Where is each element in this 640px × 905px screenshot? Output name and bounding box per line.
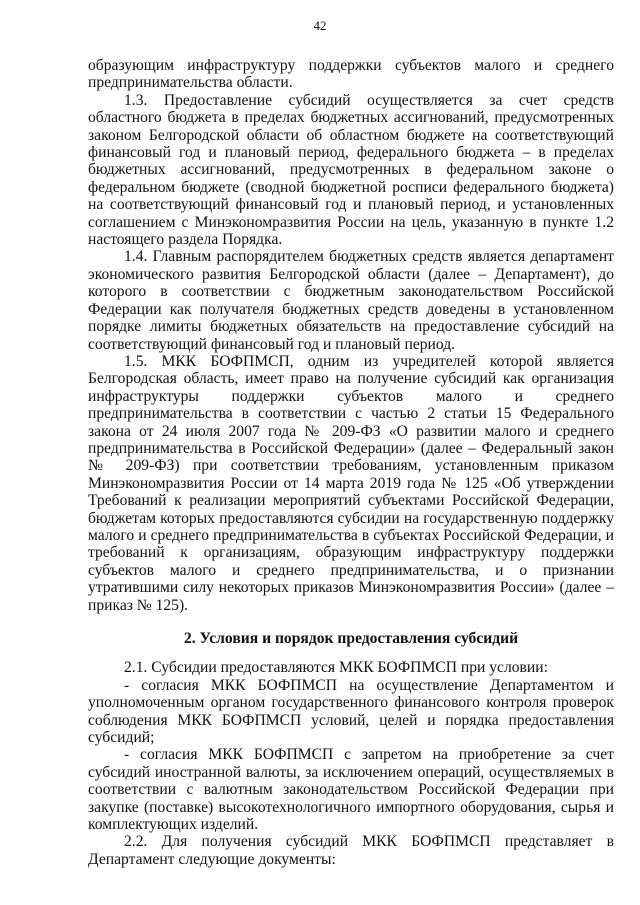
paragraph-condition-2: - согласия МКК БОФПМСП с запретом на приобретение за счет субсидий иностранной валюты, за исключением операций, осуществляемых в соответствии с валютным законодательством Российской Федерации при закупке (поставке) высокотехнологичного импортного оборудования, сырья и комплектующих изделий.: [88, 746, 614, 834]
paragraph-condition-1: - согласия МКК БОФПМСП на осуществление Департаментом и уполномоченным органом государственного финансового контроля проверок соблюдения МКК БОФПМСП условий, целей и порядка предоставления субсидий;: [88, 676, 614, 747]
paragraph-1-4: 1.4. Главным распорядителем бюджетных средств является департамент экономического развития Белгородской области (далее – Департамент), до которого в соответствии с бюджетным законодательством Российской Федерации как получателя бюджетных средств доведены в установленном порядке лимиты бюджетных обязательств на предоставление субсидий на соответствующий финансовый год и плановый период.: [88, 248, 614, 353]
paragraph-1-5: 1.5. МКК БОФПМСП, одним из учредителей которой является Белгородская область, имеет право на получение субсидий как организация инфраструктуры поддержки субъектов малого и среднего предпринимательства в соответствии с частью 2 статьи 15 Федерального закона от 24 июля 2007 года № 209-ФЗ «О развитии малого и среднего предпринимательства в Российской Федерации» (далее – Федеральный закон № 209-ФЗ) при соответствии требованиям, установленным приказом Минэкономразвития России от 14 марта 2019 года № 125 «Об утверждении Требований к реализации мероприятий субъектами Российской Федерации, бюджетам которых предоставляются субсидии на государственную поддержку малого и среднего предпринимательства в субъектах Российской Федерации, и требований к организациям, образующим инфраструктуру поддержки субъектов малого и среднего предпринимательства, и о признании утратившими силу некоторых приказов Минэкономразвития России» (далее – приказ № 125).: [88, 352, 614, 614]
section-heading: 2. Условия и порядок предоставления субсидий: [183, 630, 519, 647]
paragraph-2-2: 2.2. Для получения субсидий МКК БОФПМСП представляет в Департамент следующие документы:: [88, 833, 614, 868]
paragraph-continuation: образующим инфраструктуру поддержки субъектов малого и среднего предпринимательства области.: [88, 57, 614, 92]
document-body: [88, 57, 614, 868]
paragraph-2-1: 2.1. Субсидии предоставляются МКК БОФПМСП при условии:: [124, 659, 548, 677]
page-number: 42: [313, 18, 327, 33]
paragraph-1-3: 1.3. Предоставление субсидий осуществляется за счет средств областного бюджета в пределах бюджетных ассигнований, предусмотренных законом Белгородской области об областном бюджете на соответствующий финансовый год и плановый период, федерального бюджета – в пределах бюджетных ассигнований, предусмотренных в федеральном законе о федеральном бюджете (сводной бюджетной росписи федерального бюджета) на соответствующий финансовый год и плановый период, и установленных соглашением с Минэкономразвития России на цель, указанную в пункте 1.2 настоящего раздела Порядка.: [88, 91, 614, 249]
